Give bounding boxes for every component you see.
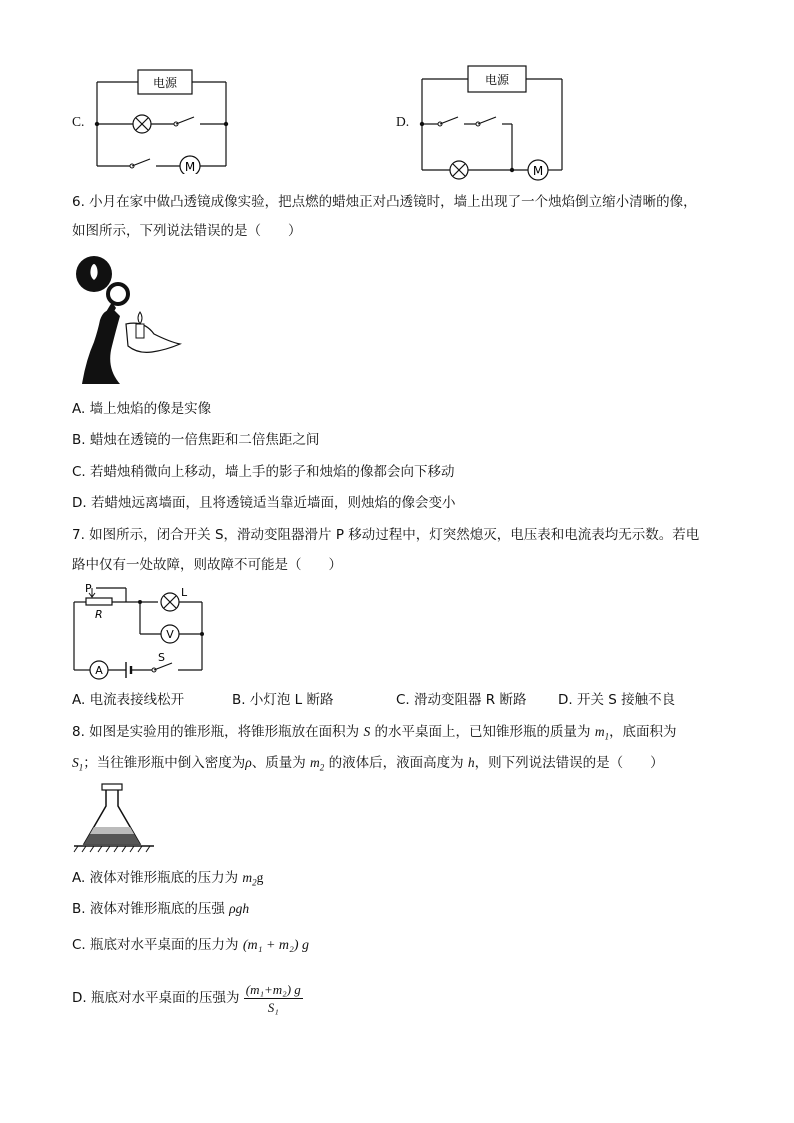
circuit-c-diagram	[92, 64, 242, 174]
q6-stem-line1: 6. 小月在家中做凸透镜成像实验，把点燃的蜡烛正对凸透镜时，墙上出现了一个烛焰倒立缩小清晰的像，	[72, 194, 697, 210]
q6-option-a: A. 墙上烛焰的像是实像	[72, 401, 212, 417]
circuit-c-label: C.	[72, 114, 85, 129]
q8-option-d: D. 瓶底对水平桌面的压强为 $\frac{\text{(m₁+m₂) g}}{\text{S₁}}$	[72, 981, 301, 1015]
q7-option-d: D. 开关 S 接触不良	[558, 692, 676, 708]
candle-lens-figure	[72, 250, 182, 390]
q8-option-a: A. 液体对锥形瓶底的压力为 $m_2g$	[72, 870, 264, 888]
q7-resistor-r-label: R	[95, 608, 103, 621]
q7-circuit-diagram	[68, 580, 218, 680]
circuit-d-diagram	[418, 64, 578, 184]
q8-option-c: C. 瓶底对水平桌面的压力为 (m₁ + m₂) g	[72, 937, 310, 953]
circuit-d-label: D.	[396, 114, 410, 129]
circuit-c-power-label: 电源	[152, 76, 178, 90]
circuit-c	[70, 64, 240, 174]
q7-ammeter-label: A	[95, 664, 103, 677]
q7-lamp-l-label: L	[181, 586, 188, 599]
q7-option-c: C. 滑动变阻器 R 断路	[396, 692, 527, 708]
q6-stem-line2: 如图所示，下列说法错误的是（ ）	[72, 223, 302, 239]
q7-slider-p-label: P	[85, 582, 92, 595]
circuit-d	[396, 64, 576, 184]
q8-option-b: B. 液体对锥形瓶底的压强 ρgh	[72, 901, 250, 917]
q6-option-c: C. 若蜡烛稍微向上移动，墙上手的影子和烛焰的像都会向下移动	[72, 464, 455, 480]
q8-stem-line2: $S_1$；当往锥形瓶中倒入密度为ρ、质量为 $m_2$ 的液体后，液面高度为 h，则下列说法错误的是（ ）	[72, 755, 664, 773]
conical-flask-figure	[72, 780, 162, 858]
circuit-d-power-label: 电源	[484, 73, 510, 87]
q6-option-d: D. 若蜡烛远离墙面，且将透镜适当靠近墙面，则烛焰的像会变小	[72, 495, 456, 511]
q7-switch-s-label: S	[158, 651, 165, 664]
circuit-d-motor-label: M	[532, 164, 544, 178]
q6-option-b: B. 蜡烛在透镜的一倍焦距和二倍焦距之间	[72, 432, 320, 448]
q7-voltmeter-label: V	[166, 628, 174, 641]
q7-stem-line1: 7. 如图所示，闭合开关 S，滑动变阻器滑片 P 移动过程中，灯突然熄灭，电压表和电流表均无示数。若电	[72, 527, 700, 543]
q7-option-b: B. 小灯泡 L 断路	[232, 692, 334, 708]
q7-stem-line2: 路中仅有一处故障，则故障不可能是（ ）	[72, 557, 342, 573]
q8-option-d-fraction: $\frac{\text{(m₁+m₂) g}}{\text{S₁}}$	[245, 981, 301, 1015]
q8-stem-line1: 8. 如图是实验用的锥形瓶，将锥形瓶放在面积为 S 的水平桌面上，已知锥形瓶的质量为 $m_1$，底面积为	[72, 724, 677, 742]
circuit-c-motor-label: M	[184, 160, 196, 174]
q7-option-a: A. 电流表接线松开	[72, 692, 185, 708]
